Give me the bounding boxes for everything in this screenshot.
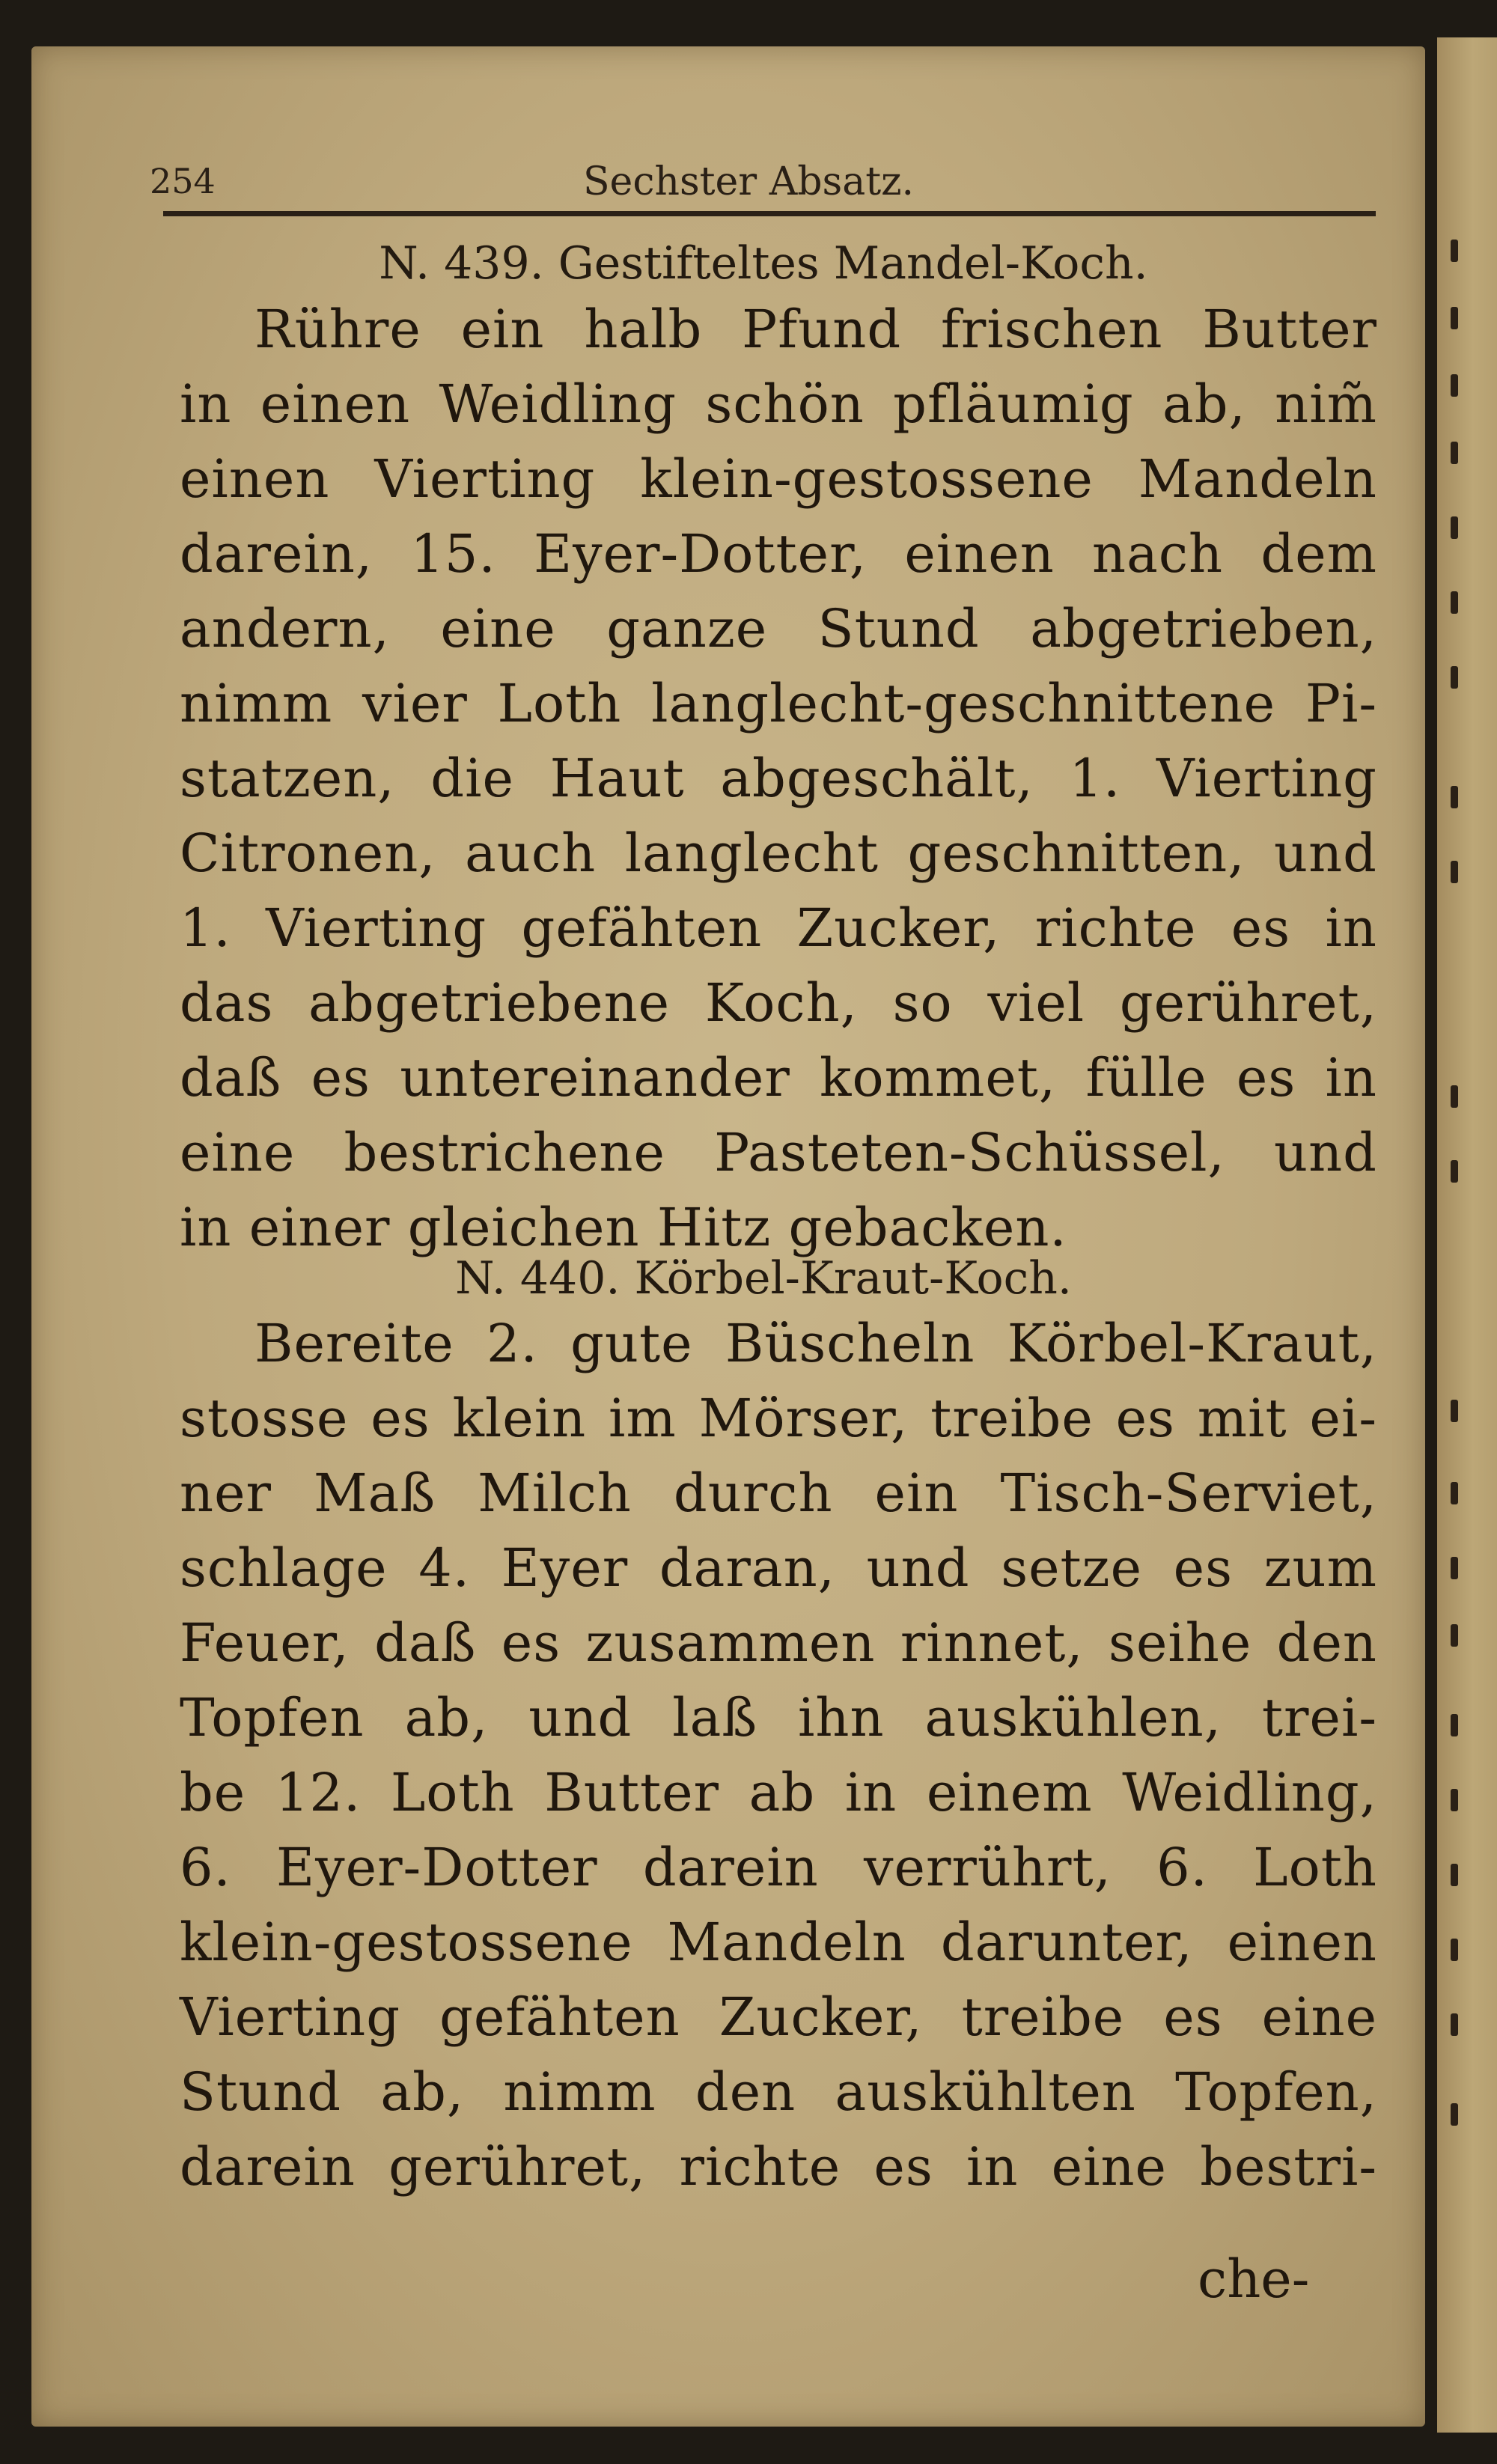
text-line: be 12. Loth Butter ab in einem Weidling, xyxy=(180,1762,1377,1823)
text-line: Rühre ein halb Pfund frischen Butter xyxy=(254,299,1377,360)
text-line: eine bestrichene Pasteten-Schüssel, und xyxy=(180,1122,1377,1183)
text-line: das abgetriebene Koch, so viel gerühret, xyxy=(180,972,1377,1034)
text-line: in einen Weidling schön pfläumig ab, nim̃ xyxy=(180,373,1377,435)
text-line: nimm vier Loth langlecht-geschnittene Pi- xyxy=(180,673,1377,734)
text-line: Stund ab, nimm den auskühlten Topfen, xyxy=(180,2061,1377,2123)
text-line: Feuer, daß es zusammen rinnet, seihe den xyxy=(180,1612,1377,1674)
text-line: Bereite 2. gute Büscheln Körbel-Kraut, xyxy=(254,1313,1377,1374)
recipe-title-440: N. 440. Körbel-Kraut-Koch. xyxy=(455,1252,1072,1305)
text-line: in einer gleichen Hitz gebacken. xyxy=(180,1197,1067,1258)
catchword: che- xyxy=(1198,2248,1310,2310)
text-line: stosse es klein im Mörser, treibe es mit ei- xyxy=(180,1388,1377,1449)
text-line: andern, eine ganze Stund abgetrieben, xyxy=(180,598,1377,659)
text-line: Vierting gefähten Zucker, treibe es eine xyxy=(180,1986,1377,2048)
running-head xyxy=(150,153,1347,206)
text-line: einen Vierting klein-gestossene Mandeln xyxy=(180,448,1377,510)
text-line: darein gerühret, richte es in eine bestri- xyxy=(180,2136,1377,2198)
text-line: Topfen ab, und laß ihn auskühlen, trei- xyxy=(180,1687,1377,1748)
page-number: 254 xyxy=(150,161,216,201)
recipe-title-439: N. 439. Gestifteltes Mandel-Koch. xyxy=(379,237,1148,290)
chapter-heading: Sechster Absatz. xyxy=(582,159,915,204)
text-line: 1. Vierting gefähten Zucker, richte es in xyxy=(180,897,1377,959)
adjacent-page-edge xyxy=(1437,37,1497,2433)
text-line: ner Maß Milch durch ein Tisch-Serviet, xyxy=(180,1463,1377,1524)
text-line: daß es untereinander kommet, fülle es in xyxy=(180,1047,1377,1109)
text-line: 6. Eyer-Dotter darein verrührt, 6. Loth xyxy=(180,1837,1377,1898)
header-rule xyxy=(163,211,1376,216)
text-line: Citronen, auch langlecht geschnitten, und xyxy=(180,823,1377,884)
text-line: schlage 4. Eyer daran, und setze es zum xyxy=(180,1537,1377,1599)
text-line: klein-gestossene Mandeln darunter, einen xyxy=(180,1912,1377,1973)
text-line: darein, 15. Eyer-Dotter, einen nach dem xyxy=(180,523,1377,585)
text-line: statzen, die Haut abgeschält, 1. Vierting xyxy=(180,748,1377,809)
